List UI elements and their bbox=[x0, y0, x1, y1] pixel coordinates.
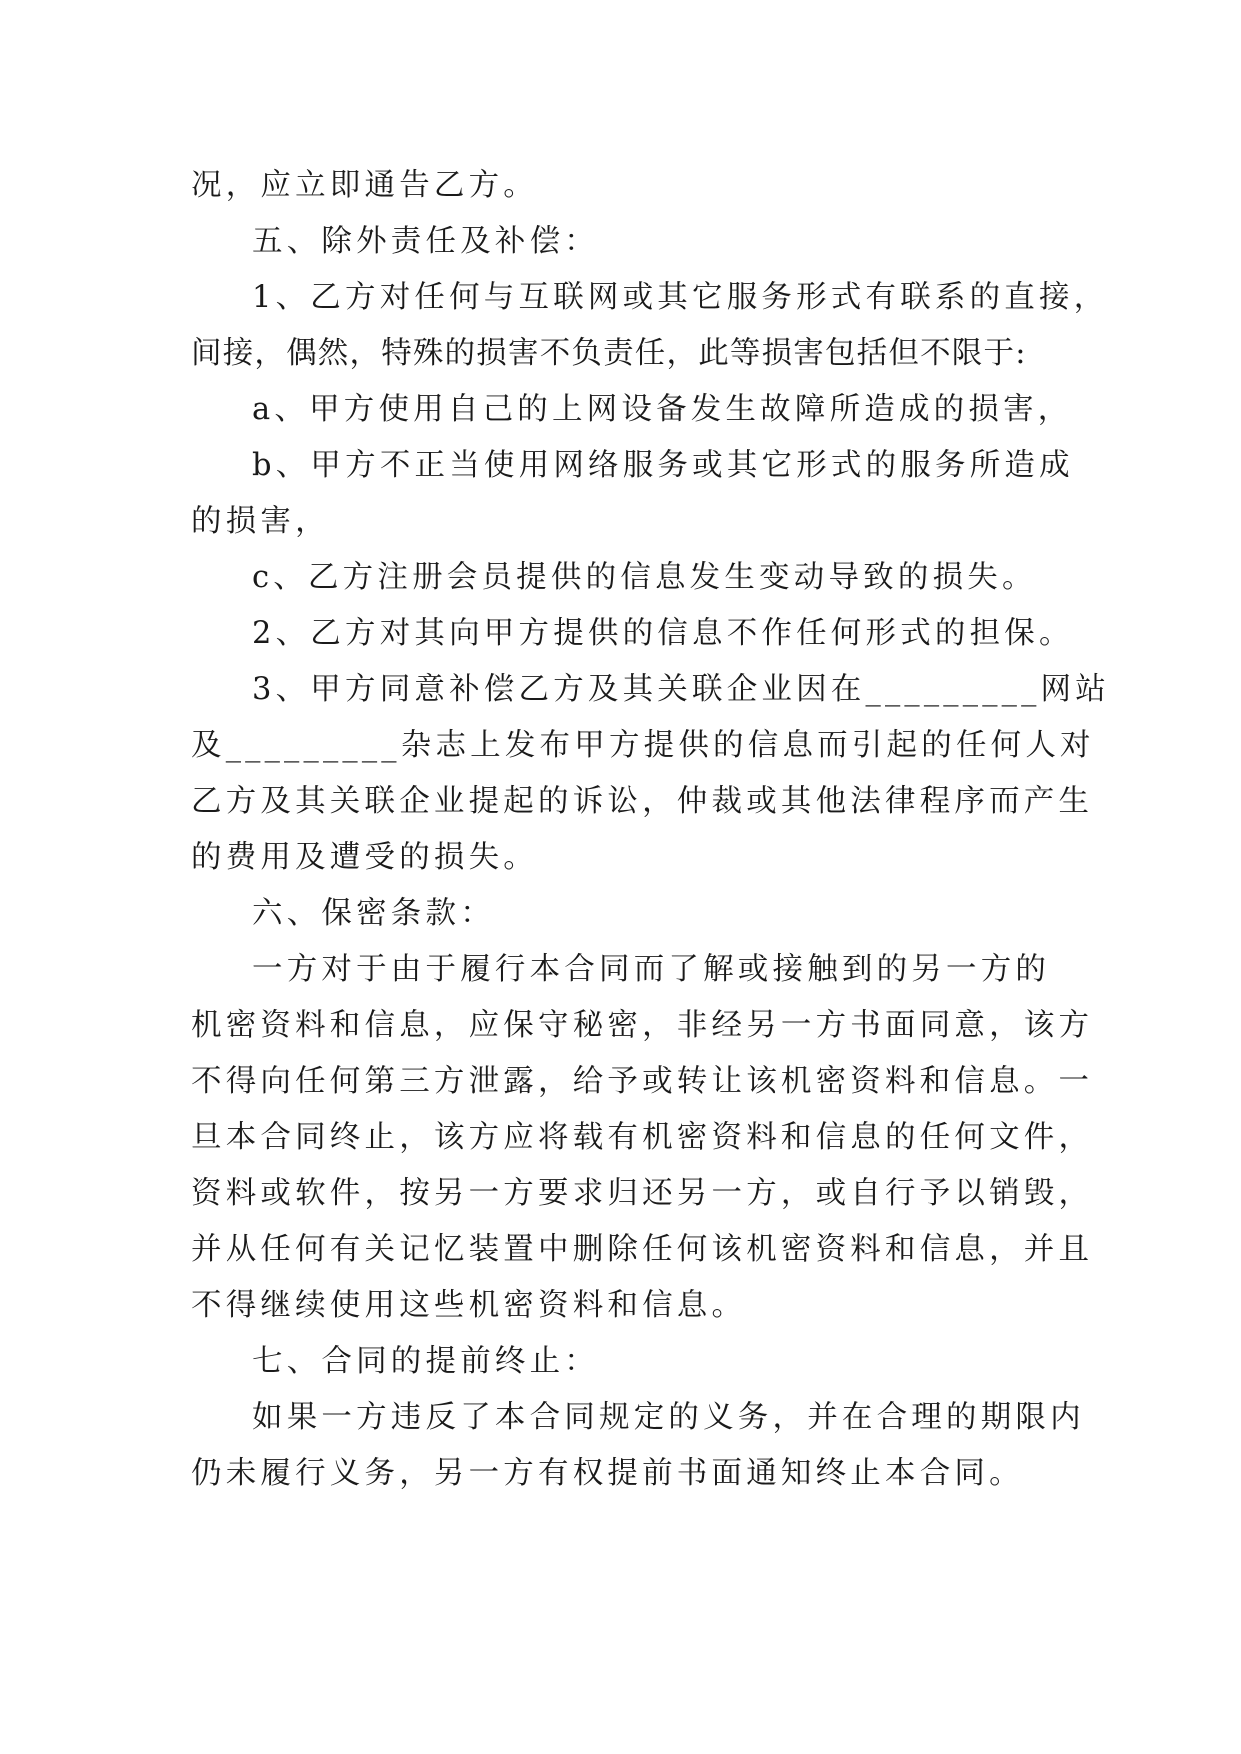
text-line: 况，应立即通告乙方。 bbox=[191, 168, 538, 203]
text-line: 不得继续使用这些机密资料和信息。 bbox=[191, 1288, 747, 1323]
text-line: 一方对于由于履行本合同而了解或接触到的另一方的 bbox=[252, 952, 1051, 987]
text-line: 乙方及其关联企业提起的诉讼，仲裁或其他法律程序而产生 bbox=[191, 784, 1094, 819]
text-line: 如果一方违反了本合同规定的义务，并在合理的期限内 bbox=[252, 1400, 1085, 1435]
text-line: 的损害， bbox=[191, 504, 330, 539]
text-line: 及_________杂志上发布甲方提供的信息而引起的任何人对 bbox=[191, 728, 1095, 763]
text-line: 并从任何有关记忆装置中删除任何该机密资料和信息，并且 bbox=[191, 1232, 1094, 1267]
text-line: a、甲方使用自己的上网设备发生故障所造成的损害， bbox=[252, 392, 1073, 427]
text-line: 3、甲方同意补偿乙方及其关联企业因在_________网站 bbox=[252, 672, 1110, 707]
section-heading: 五、除外责任及补偿： bbox=[252, 224, 599, 259]
text-line: 的费用及遭受的损失。 bbox=[191, 840, 538, 875]
section-heading: 七、合同的提前终止： bbox=[252, 1344, 599, 1379]
text-line: 不得向任何第三方泄露，给予或转让该机密资料和信息。一 bbox=[191, 1064, 1094, 1099]
text-line: 1、乙方对任何与互联网或其它服务形式有联系的直接， bbox=[252, 280, 1109, 315]
text-line: 间接，偶然，特殊的损害不负责任，此等损害包括但不限于: bbox=[191, 336, 1027, 371]
text-line: 机密资料和信息，应保守秘密，非经另一方书面同意，该方 bbox=[191, 1008, 1094, 1043]
text-line: b、甲方不正当使用网络服务或其它形式的服务所造成 bbox=[252, 448, 1074, 483]
text-line: 资料或软件，按另一方要求归还另一方，或自行予以销毁， bbox=[191, 1176, 1094, 1211]
text-line: 仍未履行义务，另一方有权提前书面通知终止本合同。 bbox=[191, 1456, 1024, 1491]
text-line: c、乙方注册会员提供的信息发生变动导致的损失。 bbox=[252, 560, 1037, 595]
text-line: 2、乙方对其向甲方提供的信息不作任何形式的担保。 bbox=[252, 616, 1074, 651]
section-heading: 六、保密条款： bbox=[252, 896, 495, 931]
text-line: 旦本合同终止，该方应将载有机密资料和信息的任何文件， bbox=[191, 1120, 1094, 1155]
